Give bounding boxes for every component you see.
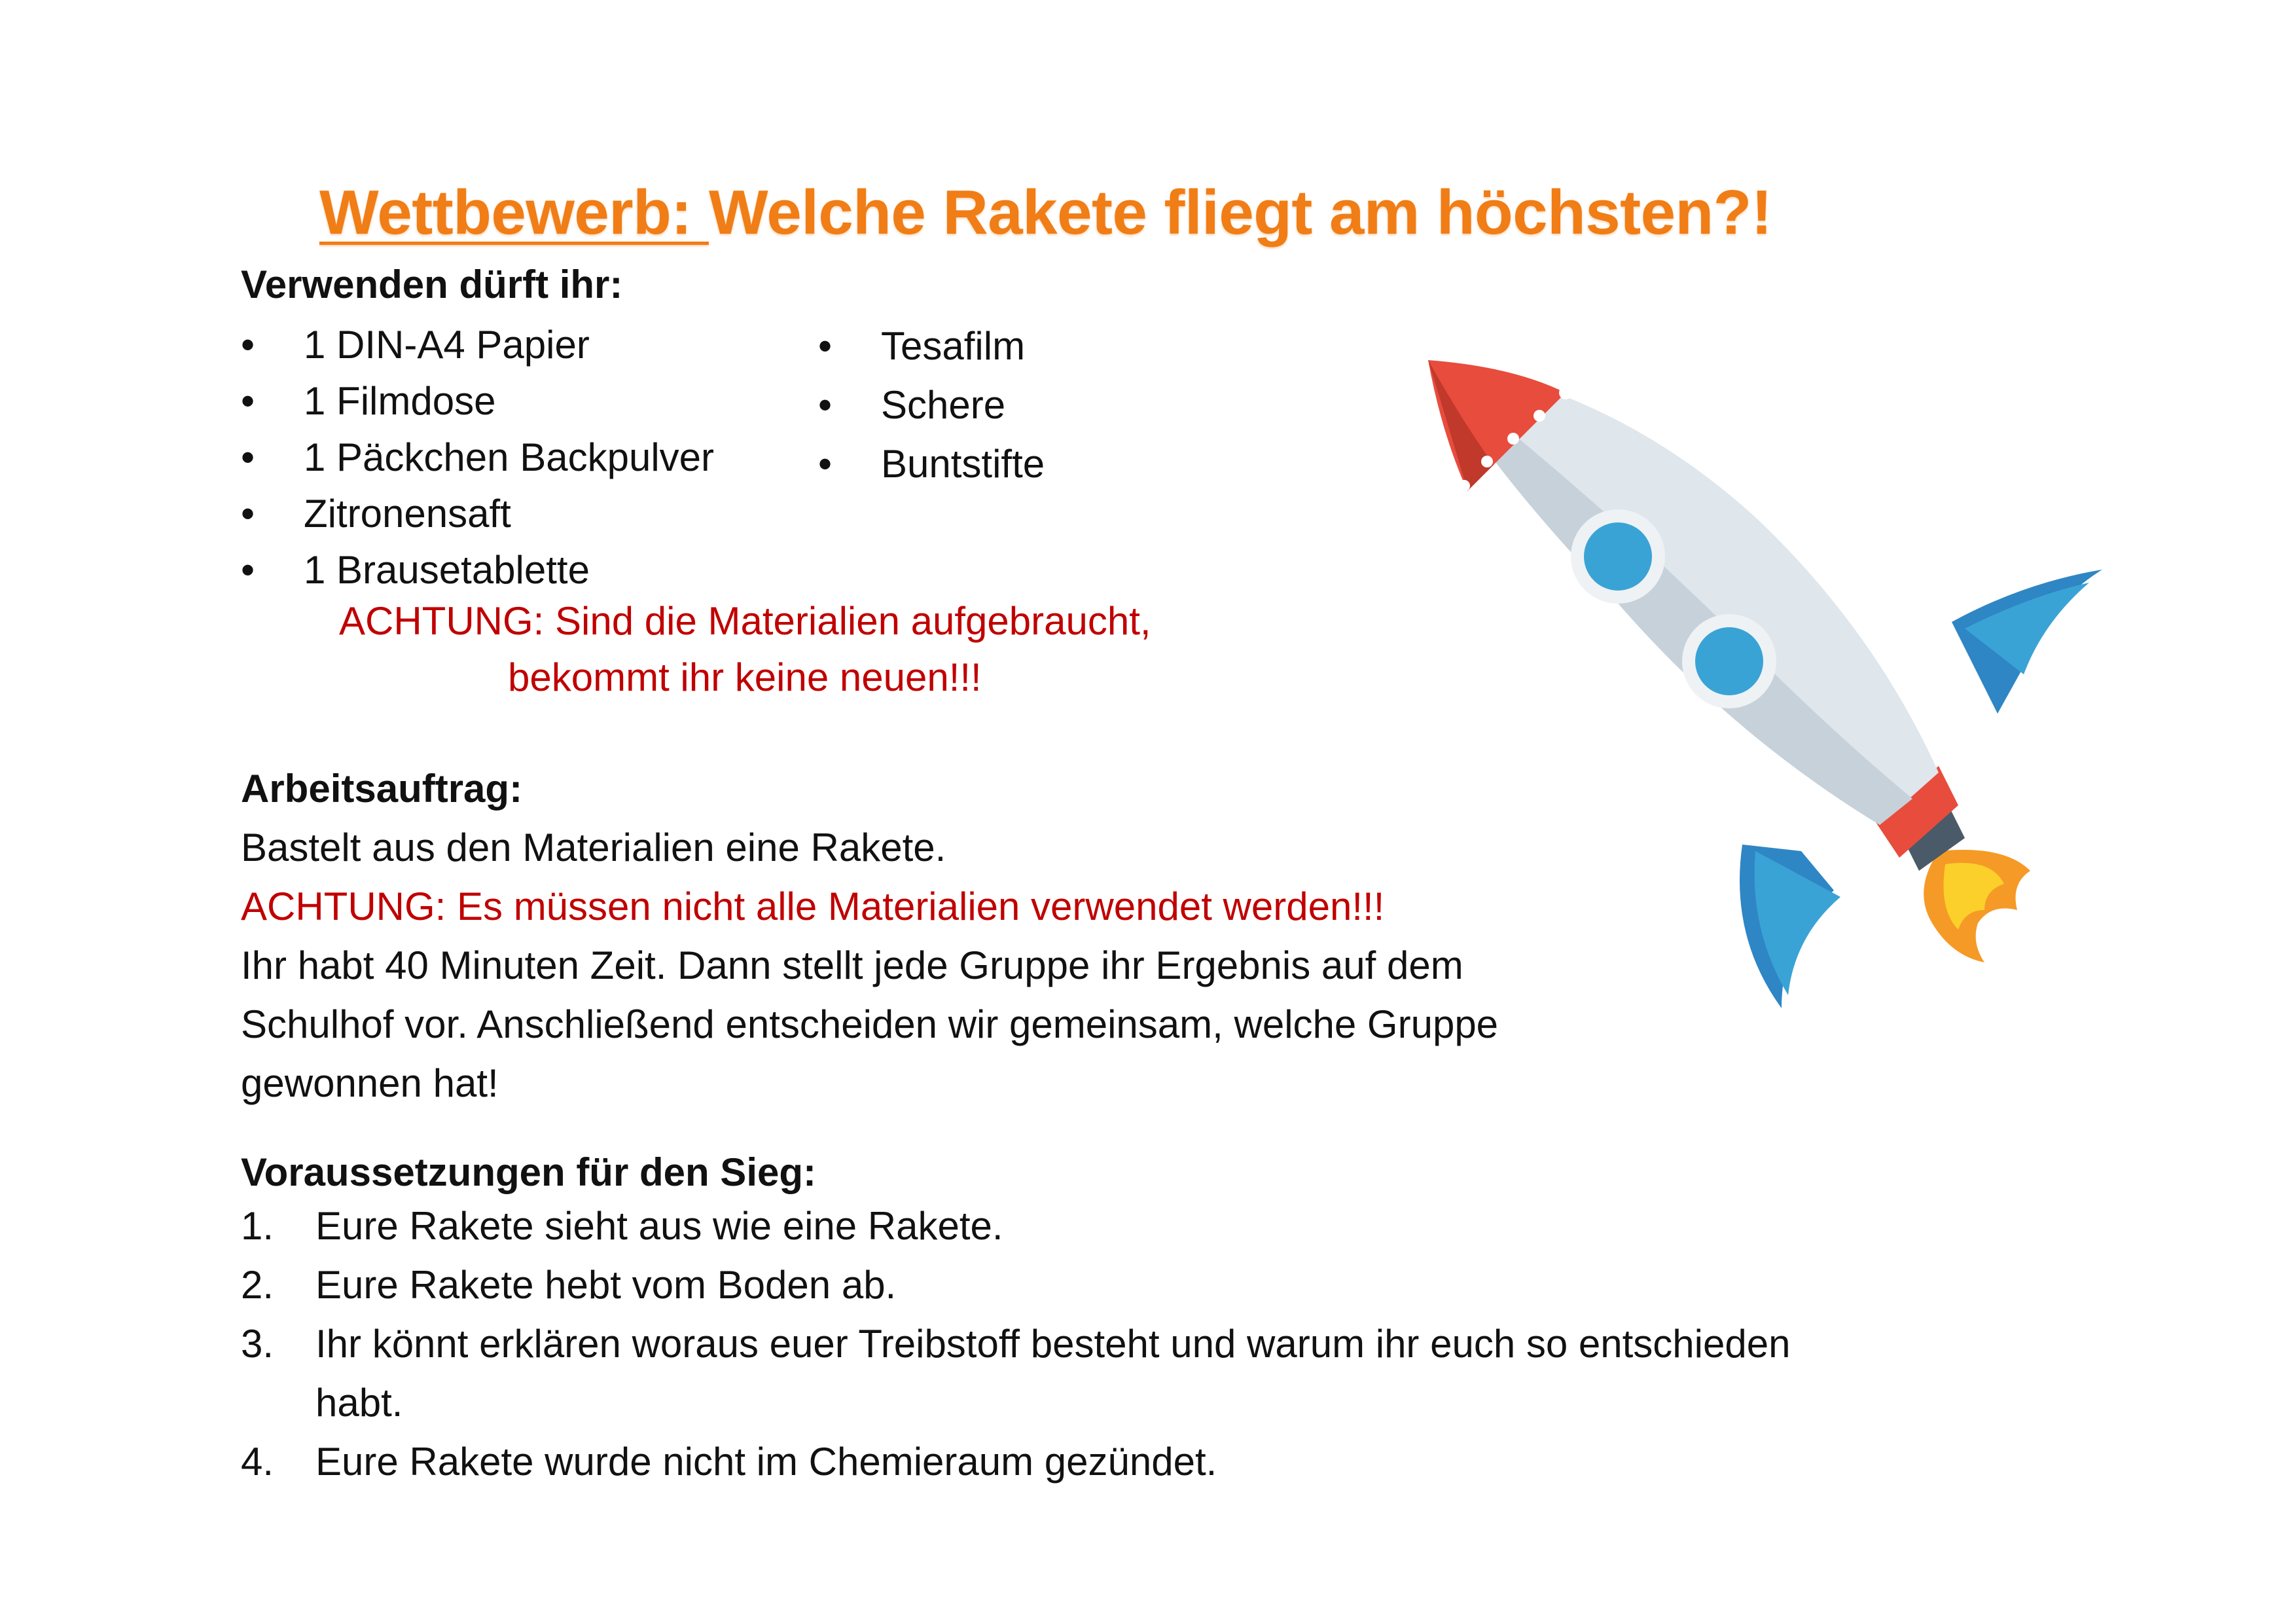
item-number: 1. (241, 1204, 274, 1248)
material-label: Buntstifte (881, 442, 1045, 486)
task-line: Bastelt aus den Materialien eine Rakete. (241, 826, 946, 869)
material-label: 1 Brausetablette (304, 548, 590, 592)
item-number: 2. (241, 1263, 274, 1307)
list-item (818, 376, 1045, 435)
materials-heading: Verwenden dürft ihr: (241, 263, 623, 306)
material-label: 1 Päckchen Backpulver (304, 435, 715, 479)
list-item (241, 1432, 1791, 1491)
list-item (241, 317, 714, 373)
material-label: Schere (881, 383, 1006, 427)
list-item (241, 542, 714, 598)
materials-list-right (818, 317, 1045, 494)
material-label: 1 DIN-A4 Papier (304, 323, 590, 367)
list-item (241, 1256, 1791, 1315)
item-text: Eure Rakete wurde nicht im Chemieraum gezündet. (315, 1440, 1217, 1484)
material-label: 1 Filmdose (304, 379, 496, 423)
materials-warning-line2: bekommt ihr keine neuen!!! (508, 655, 982, 699)
item-text: Eure Rakete sieht aus wie eine Rakete. (315, 1204, 1003, 1248)
bullet: • (241, 435, 255, 479)
list-item (241, 486, 714, 542)
list-item (241, 1315, 1791, 1432)
rocket-icon (1407, 340, 2127, 1015)
conditions-heading: Voraussetzungen für den Sieg: (241, 1150, 816, 1194)
material-label: Zitronensaft (304, 492, 511, 536)
materials-list-left (241, 317, 714, 598)
item-text: Eure Rakete hebt vom Boden ab. (315, 1263, 897, 1307)
bullet: • (241, 548, 255, 592)
list-item (241, 429, 714, 486)
list-item (241, 1197, 1791, 1256)
title-main: Welche Rakete fliegt am höchsten?! (708, 177, 1772, 247)
item-number: 3. (241, 1322, 274, 1366)
bullet: • (818, 383, 833, 427)
bullet: • (818, 442, 833, 486)
bullet: • (241, 379, 255, 423)
materials-warning-line1: ACHTUNG: Sind die Materialien aufgebraucht, (339, 599, 1151, 643)
list-item (241, 373, 714, 429)
title-prefix: Wettbewerb: (319, 177, 709, 247)
item-number: 4. (241, 1440, 274, 1484)
conditions-list (241, 1197, 1791, 1491)
bullet: • (818, 324, 833, 368)
bullet: • (241, 323, 255, 367)
task-line: Ihr habt 40 Minuten Zeit. Dann stellt jede Gruppe ihr Ergebnis auf dem (241, 943, 1463, 987)
task-warning: ACHTUNG: Es müssen nicht alle Materialien verwendet werden!!! (241, 884, 1385, 928)
item-text-continued: habt. (315, 1381, 403, 1425)
task-line: Schulhof vor. Anschließend entscheiden wir gemeinsam, welche Gruppe (241, 1002, 1499, 1046)
task-text (241, 818, 1498, 1113)
page-title (319, 177, 1772, 249)
material-label: Tesafilm (881, 324, 1026, 368)
task-line: gewonnen hat! (241, 1061, 499, 1105)
bullet: • (241, 492, 255, 536)
task-heading: Arbeitsauftrag: (241, 767, 523, 811)
list-item (818, 435, 1045, 494)
list-item (818, 317, 1045, 376)
item-text: Ihr könnt erklären woraus euer Treibstoff besteht und warum ihr euch so entschieden (315, 1322, 1791, 1366)
